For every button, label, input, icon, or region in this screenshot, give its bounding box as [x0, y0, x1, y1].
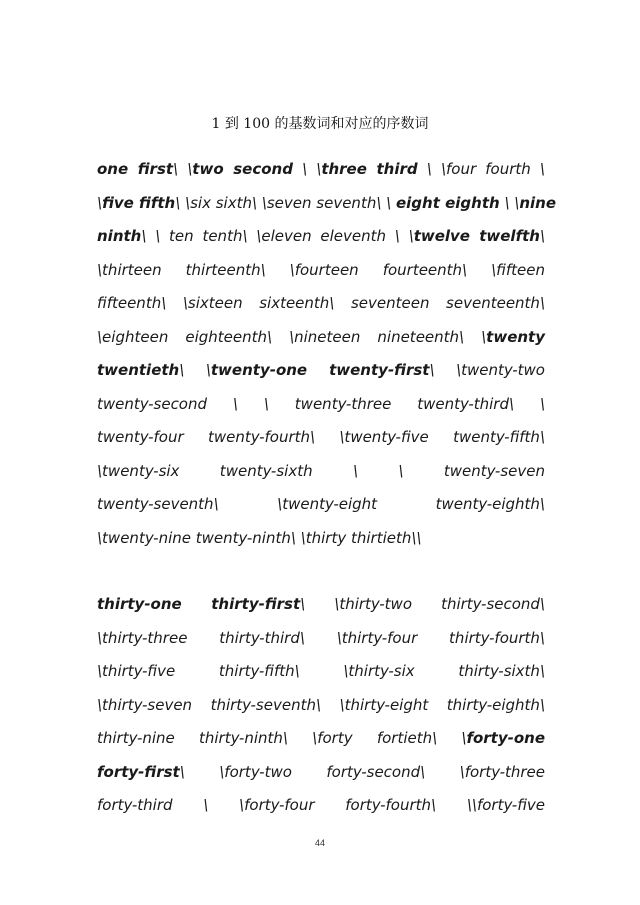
- bold-text-run: forty-first: [97, 762, 180, 781]
- paragraph-numbers-31-to-45: [97, 588, 545, 823]
- bold-text-run: ninth: [97, 227, 142, 245]
- text-run: twenty-seventh\ \twenty-eight twenty-eighth\: [97, 495, 545, 513]
- bold-text-run: forty-one: [466, 729, 545, 747]
- text-run: \ \ ten tenth\ \eleven eleventh \ \: [141, 227, 414, 245]
- text-run: \ \: [173, 160, 193, 178]
- bold-text-run: twenty-one twenty-first: [210, 361, 430, 379]
- text-line: [97, 588, 545, 622]
- bold-text-run: two second: [192, 160, 293, 178]
- bold-text-run: twentieth: [97, 361, 180, 379]
- text-run: \: [539, 227, 546, 245]
- text-run: \ \four fourth \: [417, 160, 545, 178]
- text-line: [97, 254, 545, 288]
- text-run: \ \six sixth\ \seven seventh\ \: [175, 193, 396, 212]
- text-run: fifteenth\ \sixteen sixteenth\ seventeen seventeenth\: [97, 294, 545, 312]
- text-run: \thirty-five thirty-fifth\ \thirty-six thirty-sixth\: [97, 662, 545, 680]
- text-line: [97, 220, 545, 254]
- bold-text-run: eight eighth: [395, 193, 500, 212]
- page-title: 1 到 100 的基数词和对应的序数词: [211, 116, 429, 132]
- text-run: twenty-second \ \ twenty-three twenty-third\ \: [97, 394, 545, 413]
- bold-text-run: three third: [321, 160, 418, 178]
- text-line: [97, 321, 545, 355]
- text-run: \ \forty-two forty-second\ \forty-three: [179, 762, 545, 781]
- text-line: [97, 421, 545, 455]
- text-line: [97, 789, 545, 823]
- text-line: [97, 488, 545, 522]
- text-line: [97, 756, 545, 790]
- bold-text-run: one first: [97, 160, 174, 178]
- text-run: thirty-nine thirty-ninth\ \forty fortieth\ \: [97, 729, 467, 747]
- text-run: \twenty-nine twenty-ninth\ \thirty thirtieth\\: [97, 528, 422, 547]
- text-line: [97, 187, 557, 221]
- text-line: [97, 455, 545, 489]
- bold-text-run: twelve twelfth: [413, 227, 540, 245]
- text-run: \ \twenty-two: [429, 361, 545, 379]
- text-line: [97, 354, 545, 388]
- text-run: \thirty-seven thirty-seventh\ \thirty-eight thirty-eighth\: [97, 695, 545, 714]
- text-run: forty-third \ \forty-four forty-fourth\ \\forty-five: [97, 796, 545, 814]
- text-run: \ \: [292, 160, 322, 178]
- page-number: 44: [314, 838, 325, 848]
- text-run: \: [97, 193, 103, 212]
- text-line: [97, 388, 545, 422]
- text-run: twenty-four twenty-fourth\ \twenty-five twenty-fifth\: [97, 428, 545, 446]
- text-line: [97, 689, 545, 723]
- paragraph-numbers-1-to-30: [97, 153, 557, 555]
- text-line: [97, 287, 545, 321]
- text-run: \ \thirty-two thirty-second\: [300, 595, 545, 613]
- text-line: [97, 655, 545, 689]
- text-run: \ \: [499, 193, 520, 212]
- text-run: \thirty-three thirty-third\ \thirty-four thirty-fourth\: [97, 628, 545, 647]
- text-run: \twenty-six twenty-sixth \ \ twenty-seven: [97, 461, 545, 480]
- text-line: [97, 153, 545, 187]
- text-line: [97, 522, 545, 556]
- text-line: [97, 622, 545, 656]
- text-run: \eighteen eighteenth\ \nineteen nineteenth\ \: [97, 327, 487, 346]
- text-run: \ \: [179, 361, 211, 379]
- bold-text-run: nine: [519, 193, 557, 212]
- bold-text-run: thirty-one thirty-first: [97, 595, 301, 613]
- bold-text-run: twenty: [486, 327, 545, 346]
- text-run: \thirteen thirteenth\ \fourteen fourteenth\ \fifteen: [97, 260, 545, 279]
- text-line: [97, 722, 545, 756]
- bold-text-run: five fifth: [102, 193, 176, 212]
